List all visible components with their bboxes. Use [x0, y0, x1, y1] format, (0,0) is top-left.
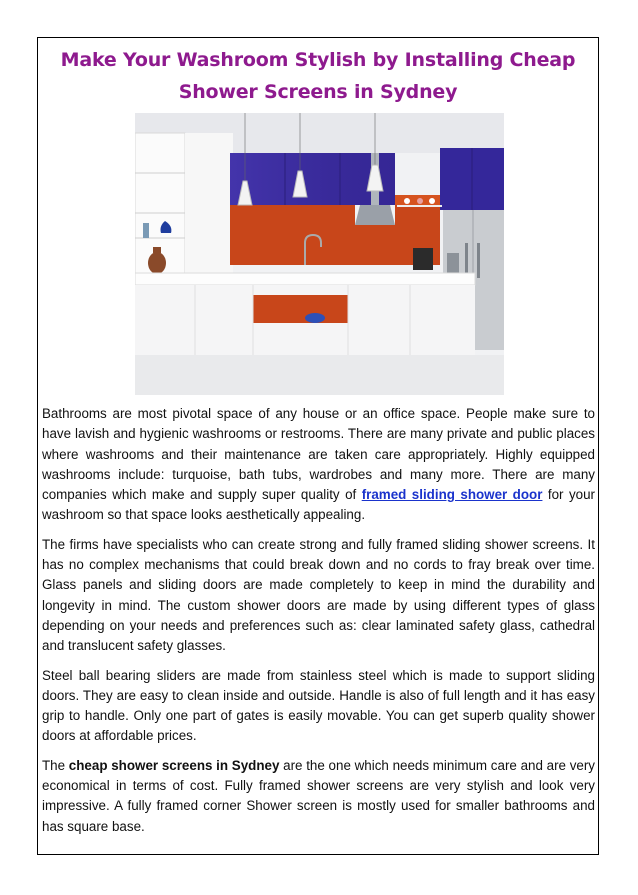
paragraph-1-text-end: for your washroom so that space looks aesthetically appealing. [42, 487, 595, 523]
paragraph-4 [42, 756, 595, 837]
paragraph-1 [42, 404, 595, 526]
paragraph-2: The firms have specialists who can create strong and fully framed sliding shower screens. It has no complex mechanisms that could break down and no cords to fray break over time. Glass panels and sliding doors are made completely to keep in mind the durability and longevity in mind. The custom shower doors are made by using different types of glass depending on your needs and preferences such as: clear laminated safety glass, cathedral and translucent safety glasses. [42, 536, 595, 654]
cheap-shower-screens-bold: cheap shower screens in Sydney [68, 757, 280, 773]
paragraph-4-text-end: are the one which needs minimum care and are very economical in terms of cost. Fully framed shower screens are very stylish and look very impressive. A fully framed corner Shower screen is mostly used for smaller bathrooms and has square base. [42, 757, 596, 834]
kitchen-photo [135, 113, 504, 395]
body-text [42, 404, 595, 846]
paragraph-4-text: The [42, 757, 69, 773]
paragraph-1-text: Bathrooms are most pivotal space of any house or an office space. People make sure to have lavish and hygienic washrooms or restrooms. There are many private and public places where washrooms and their maintenance are taken care appropriately. Highly equipped washrooms include: turquoise, bath tubs, wardrobes and many more. There are many companies which make and supply super quality of [42, 406, 595, 503]
paragraph-3: Steel ball bearing sliders are made from stainless steel which is made to support sliding doors. They are easy to clean inside and outside. Handle is also of full length and it has easy grip to handle. Only one part of gates is easily movable. You can get superb quality shower doors at affordable prices. [42, 667, 595, 744]
framed-sliding-shower-door-link[interactable]: framed sliding shower door [361, 487, 543, 503]
page-title: Make Your Washroom Stylish by Installing Cheap Shower Screens in Sydney [60, 49, 576, 103]
